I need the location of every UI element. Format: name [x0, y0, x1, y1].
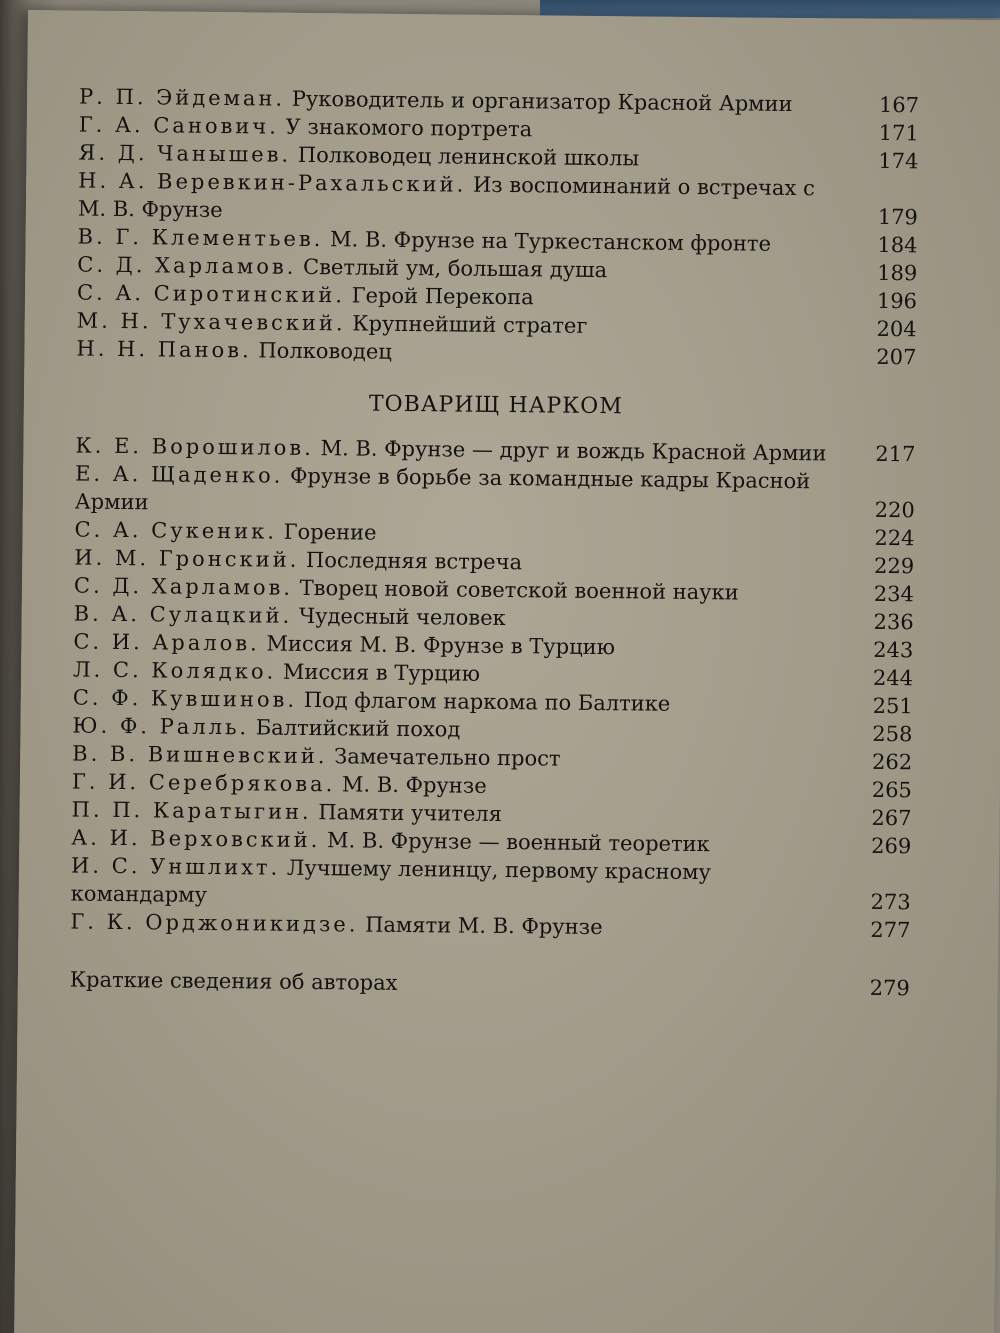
toc-title: М. В. Фрунзе на Туркестанском фронте	[329, 227, 772, 256]
toc-page-number: 174	[878, 148, 919, 174]
toc-page-number: 179	[877, 204, 919, 230]
toc-title: Балтийский поход	[255, 715, 461, 742]
toc-page-number: 279	[869, 975, 910, 1001]
toc-author: С. Ф. Кувшинов.	[72, 685, 298, 712]
toc-author: С. А. Сиротинский.	[76, 280, 346, 308]
toc-page-number: 243	[873, 637, 914, 663]
table-of-contents	[70, 83, 919, 1003]
toc-title: Полководец ленинской школы	[297, 142, 640, 171]
toc-author: К. Е. Ворошилов.	[75, 433, 315, 461]
toc-page-number: 273	[870, 889, 911, 915]
toc-title: М. В. Фрунзе	[341, 772, 487, 798]
section-1-list	[76, 83, 919, 372]
toc-author: Ю. Ф. Ралль.	[72, 713, 250, 740]
toc-author: В. В. Вишневский.	[72, 741, 328, 769]
toc-author: С. Д. Харламов.	[77, 252, 297, 279]
toc-author: П. П. Каратыгин.	[71, 797, 312, 825]
toc-page-number: 196	[876, 288, 918, 314]
toc-title: Миссия М. В. Фрунзе в Турцию	[266, 631, 616, 660]
toc-title: М. В. Фрунзе — друг и вождь Красной Армии	[320, 436, 827, 466]
toc-page-number: 262	[871, 749, 913, 775]
toc-page-number: 265	[871, 777, 913, 803]
toc-entry	[71, 851, 912, 916]
book-page	[14, 10, 1000, 1333]
toc-author: А. И. Верховский.	[71, 825, 321, 853]
toc-author: Л. С. Колядко.	[72, 657, 277, 684]
toc-author: Н. А. Веревкин-Рахальский.	[78, 168, 467, 197]
toc-author: И. С. Уншлихт.	[70, 853, 281, 880]
toc-page-number: 207	[876, 344, 917, 370]
toc-page-number: 204	[876, 316, 917, 342]
toc-author: В. А. Сулацкий.	[73, 601, 293, 628]
toc-title: Памяти М. В. Фрунзе	[365, 912, 603, 940]
toc-author: Н. Н. Панов.	[76, 336, 252, 363]
toc-page-number: 277	[870, 917, 911, 943]
toc-page-number: 167	[878, 92, 920, 118]
toc-title: Творец новой советской военной науки	[299, 575, 739, 605]
toc-author: Я. Д. Чанышев.	[78, 140, 292, 167]
toc-title: М. В. Фрунзе — военный теоретик	[326, 828, 710, 857]
toc-page-number: 217	[875, 441, 916, 467]
toc-author: С. Д. Харламов.	[73, 573, 294, 600]
toc-author: Е. А. Щаденко.	[75, 461, 284, 488]
toc-title: Последняя встреча	[305, 547, 523, 575]
toc-title: Крупнейший стратег	[352, 311, 588, 338]
toc-page-number: 267	[871, 805, 912, 831]
toc-page-number: 258	[872, 721, 913, 747]
toc-title: Горение	[283, 519, 377, 545]
toc-title: Светлый ум, большая душа	[302, 254, 608, 283]
toc-author: И. М. Гронский.	[74, 545, 300, 572]
toc-page-number: 251	[872, 693, 913, 719]
toc-author: М. Н. Тухачевский.	[76, 308, 346, 336]
toc-author: Г. И. Серебрякова.	[71, 769, 336, 797]
toc-title: Краткие сведения об авторах	[69, 967, 398, 995]
toc-page-number: 269	[871, 833, 912, 859]
toc-title: Миссия в Турцию	[282, 659, 481, 686]
toc-title: Фрунзе в борьбе за командные кадры Красной Армии	[74, 463, 811, 515]
toc-author: С. А. Сукеник.	[74, 517, 278, 544]
toc-title: Герой Перекопа	[351, 283, 534, 310]
toc-title: Чудесный человек	[298, 603, 506, 631]
toc-title: Руководитель и организатор Красной Армии	[291, 86, 793, 117]
toc-author: С. И. Аралов.	[73, 629, 260, 656]
toc-author: В. Г. Клементьев.	[77, 224, 324, 252]
toc-page-number: 224	[874, 525, 915, 551]
toc-page-number: 171	[878, 120, 919, 146]
toc-page-number: 229	[874, 553, 915, 579]
toc-author: Р. П. Эйдеман.	[78, 84, 286, 111]
toc-title: Лучшему ленинцу, первому красному командарму	[70, 855, 712, 907]
toc-title: У знакомого портрета	[285, 114, 533, 142]
toc-title: Памяти учителя	[318, 800, 503, 827]
toc-page-number: 189	[877, 260, 918, 286]
toc-author: Г. К. Орджоникидзе.	[70, 909, 359, 937]
toc-title: Из воспоминаний о встречах с М. В. Фрунзе	[77, 172, 815, 223]
toc-page-number: 184	[877, 232, 918, 258]
toc-title: Под флагом наркома по Балтике	[303, 687, 671, 716]
toc-page-number: 244	[872, 665, 914, 691]
toc-entry	[78, 167, 919, 232]
toc-entry	[75, 460, 916, 525]
section-2-list	[70, 432, 915, 945]
toc-author: Г. А. Санович.	[78, 112, 280, 139]
section-heading: ТОВАРИЩ НАРКОМ	[368, 391, 623, 420]
toc-page-number: 234	[873, 581, 915, 607]
toc-title: Замечательно прост	[334, 744, 561, 771]
toc-page-number: 220	[874, 497, 915, 523]
toc-page-number: 236	[873, 609, 914, 635]
toc-title: Полководец	[258, 338, 392, 364]
